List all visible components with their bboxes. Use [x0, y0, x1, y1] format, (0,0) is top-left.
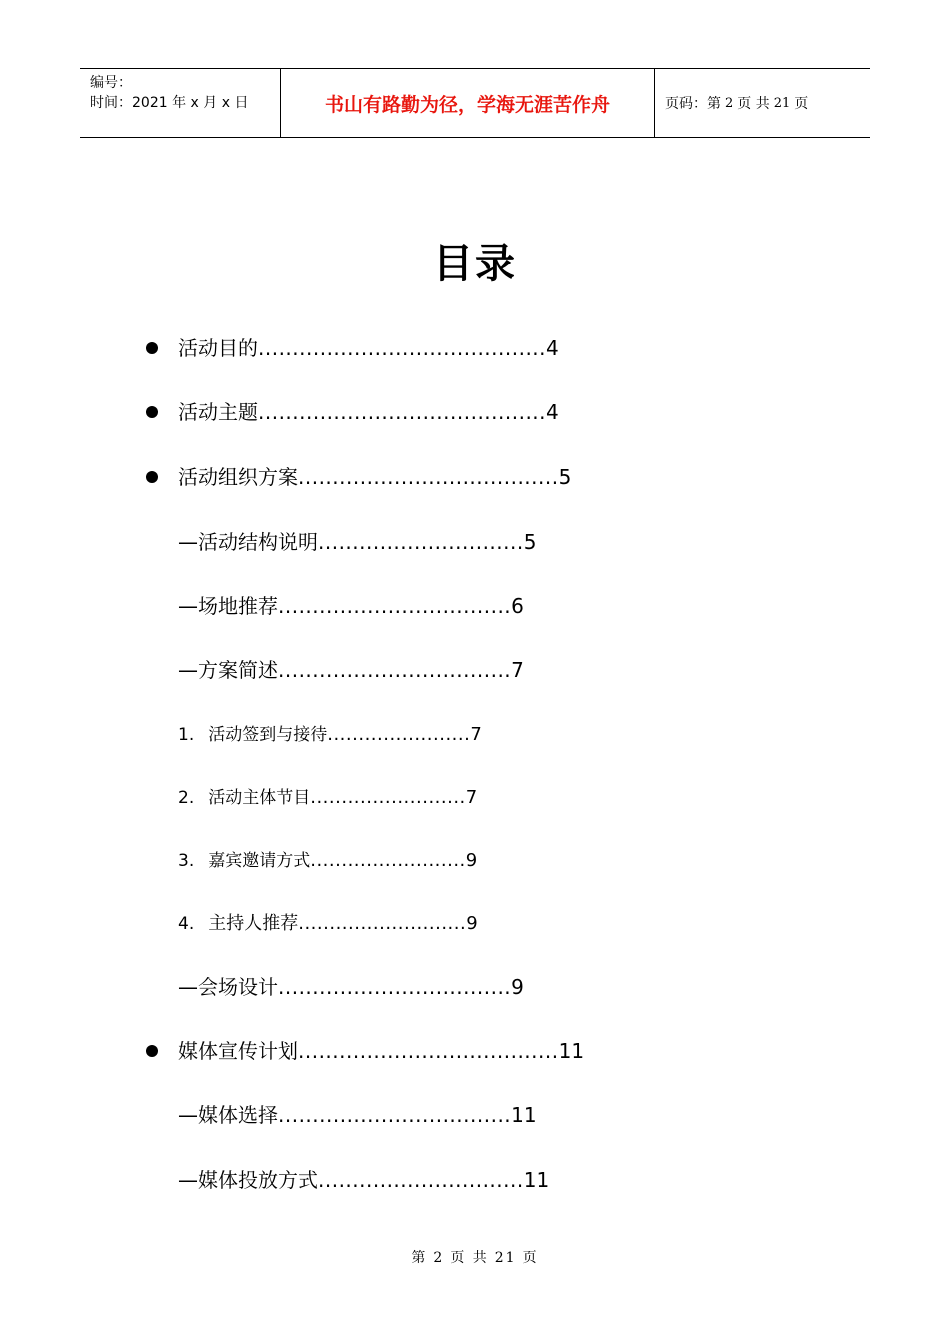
toc-leader-dots: ..................................	[278, 658, 512, 682]
footer-page-total: 21	[494, 1250, 517, 1266]
toc-entry[interactable]	[178, 529, 536, 555]
page-title: 目录	[433, 241, 517, 287]
document-number-label: 编号：	[90, 75, 132, 91]
page-header	[80, 68, 870, 138]
toc-entry-label: 嘉宾邀请方式	[208, 851, 311, 871]
toc-leader-dots: ..................................	[278, 975, 512, 999]
document-time-label: 时间：2021 年 x 月 x 日	[90, 95, 249, 111]
toc-leader-dots: ..........................................	[258, 336, 547, 360]
toc-leader-dots: .........................	[310, 850, 466, 871]
toc-entry[interactable]	[178, 1167, 549, 1193]
toc-entry-label: 活动签到与接待	[208, 725, 328, 745]
toc-entry-label: 主持人推荐	[208, 913, 299, 934]
toc-entry[interactable]	[178, 974, 524, 1000]
footer-suffix: 页	[522, 1250, 539, 1266]
toc-entry[interactable]	[178, 785, 477, 811]
toc-entry[interactable]	[178, 722, 482, 748]
toc-page-number: 9	[511, 975, 524, 999]
toc-entry[interactable]	[178, 1038, 584, 1064]
toc-entry-label: 活动目的	[178, 336, 258, 360]
toc-page-number: 4	[546, 400, 559, 424]
toc-page-number: 5	[558, 465, 572, 489]
bullet-icon	[146, 406, 158, 418]
header-motto: 书山有路勤为径，学海无涯苦作舟	[281, 69, 655, 137]
toc-page-number: 4	[546, 336, 559, 360]
toc-entry[interactable]	[178, 335, 559, 361]
toc-page-number: 7	[511, 658, 524, 682]
footer-prefix: 第	[411, 1250, 428, 1266]
toc-leader-dots: ......................................	[298, 465, 559, 489]
toc-leader-dots: ..........................................	[258, 400, 547, 424]
toc-leader-dots: ..............................	[318, 1168, 524, 1192]
toc-entry-label: 活动主题	[178, 400, 258, 424]
toc-entry-index: 1.	[178, 725, 195, 745]
toc-entry[interactable]	[178, 1102, 537, 1128]
footer-mid: 页 共	[450, 1250, 489, 1266]
toc-page-number: 11	[523, 1168, 550, 1192]
bullet-icon	[146, 471, 158, 483]
toc-page-number: 11	[558, 1039, 585, 1063]
toc-page-number: 6	[511, 594, 524, 618]
toc-leader-dots: ..............................	[318, 530, 524, 554]
header-page-current: 2	[725, 95, 734, 111]
toc-entry-label: —会场设计	[178, 975, 278, 999]
toc-entry-label: 媒体宣传计划	[178, 1039, 298, 1063]
toc-entry[interactable]	[178, 593, 524, 619]
toc-entry-label: —方案简述	[178, 658, 278, 682]
toc-leader-dots: ...........................	[298, 913, 467, 934]
toc-entry[interactable]	[178, 911, 478, 937]
toc-page-number: 11	[511, 1103, 537, 1127]
toc-entry-label: 活动组织方案	[178, 465, 298, 489]
toc-entry-label: —活动结构说明	[178, 530, 318, 554]
toc-page-number: 7	[465, 787, 478, 808]
footer-page-current: 2	[433, 1250, 445, 1266]
toc-entry-index: 2.	[178, 788, 195, 808]
toc-leader-dots: .........................	[310, 787, 466, 808]
toc-entry[interactable]	[178, 657, 524, 683]
toc-page-number: 5	[523, 530, 537, 554]
toc-leader-dots: .......................	[327, 724, 471, 745]
toc-entry[interactable]	[178, 399, 559, 425]
bullet-icon	[146, 1045, 158, 1057]
header-page-suffix: 页	[794, 96, 809, 112]
toc-entry[interactable]	[178, 848, 477, 874]
toc-entry-index: 3.	[178, 851, 195, 871]
header-page-info	[655, 69, 870, 137]
header-meta-cell	[80, 69, 281, 137]
header-page-mid: 页 共	[737, 96, 770, 112]
toc-entry-label: —媒体投放方式	[178, 1168, 318, 1192]
bullet-icon	[146, 342, 158, 354]
toc-page-number: 9	[465, 850, 478, 871]
toc-leader-dots: ..................................	[278, 594, 512, 618]
toc-entry-label: —场地推荐	[178, 594, 278, 618]
toc-entry-index: 4.	[178, 914, 195, 934]
toc-page-number: 9	[466, 913, 478, 934]
toc-page-number: 7	[470, 724, 482, 745]
toc-entry[interactable]	[178, 464, 571, 490]
toc-entry-label: —媒体选择	[178, 1103, 278, 1127]
toc-entry-label: 活动主体节目	[208, 788, 311, 808]
toc-leader-dots: ..................................	[278, 1103, 512, 1127]
toc-leader-dots: ......................................	[298, 1039, 559, 1063]
header-page-total: 21	[773, 95, 791, 111]
page-footer	[0, 1247, 950, 1267]
header-page-prefix: 页码：第	[665, 96, 721, 112]
